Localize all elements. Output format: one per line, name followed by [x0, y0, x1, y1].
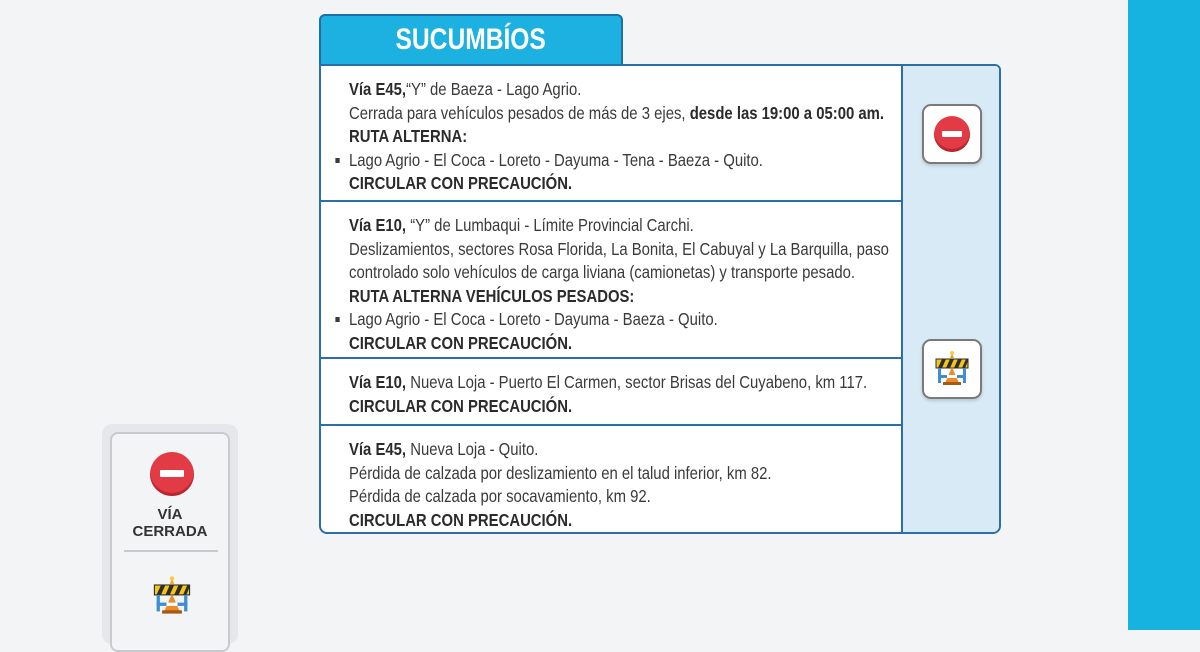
legend-closed-icon-wrap	[150, 452, 194, 496]
road-segment: Nueva Loja - Quito.	[410, 439, 539, 459]
road-status-table	[319, 64, 1001, 534]
table-row	[321, 66, 901, 202]
road-name: Vía E45,	[349, 439, 407, 459]
road-detail: Cerrada para vehículos pesados de más de 3 ejes,	[349, 102, 686, 123]
caution-text: CIRCULAR CON PRECAUCIÓN.	[349, 332, 573, 353]
status-icon-cell	[901, 66, 1001, 202]
road-name: Vía E10,	[349, 372, 407, 392]
roadwork-barrier-icon	[932, 349, 972, 389]
caution-text: CIRCULAR CON PRECAUCIÓN.	[349, 509, 573, 530]
road-segment: “Y” de Baeza - Lago Agrio.	[406, 79, 582, 99]
road-detail: Deslizamientos, sectores Rosa Florida, La Bonita, El Cabuyal y La Barquilla, paso	[349, 238, 889, 259]
legend-warn-icon-wrap	[150, 574, 194, 618]
row-text	[349, 214, 893, 356]
road-name: Vía E10,	[349, 215, 407, 235]
legend-closed-line2: CERRADA	[132, 523, 208, 540]
province-header	[319, 14, 623, 64]
road-detail-hours: desde las 19:00 a 05:00 am.	[689, 102, 885, 123]
caution-text: CIRCULAR CON PRECAUCIÓN.	[349, 395, 573, 416]
status-icon-box	[922, 339, 982, 399]
road-detail: controlado solo vehículos de carga liviana (camionetas) y transporte pesado.	[349, 262, 856, 283]
roadwork-barrier-icon	[150, 574, 194, 618]
row-text	[349, 78, 893, 196]
table-row	[321, 426, 901, 534]
legend-card	[110, 432, 230, 652]
road-detail: Pérdida de calzada por socavamiento, km 92.	[349, 486, 651, 507]
alt-route-item: Lago Agrio - El Coca - Loreto - Dayuma - Tena - Baeza - Quito.	[349, 149, 893, 173]
road-name: Vía E45,	[349, 79, 407, 99]
status-icon-cell	[901, 202, 1001, 534]
row-text	[349, 371, 893, 418]
legend-closed-label	[112, 506, 228, 540]
no-entry-icon	[934, 116, 970, 152]
alt-route-item: Lago Agrio - El Coca - Loreto - Dayuma - Baeza - Quito.	[349, 308, 893, 332]
legend-divider	[124, 550, 218, 552]
road-segment: “Y” de Lumbaqui - Límite Provincial Carchi.	[410, 215, 694, 235]
status-icon-box	[922, 104, 982, 164]
province-title: SUCUMBÍOS	[395, 23, 547, 56]
legend-closed-line1: VÍA	[157, 506, 183, 523]
legend-panel	[102, 424, 238, 644]
table-row	[321, 202, 901, 359]
caution-text: CIRCULAR CON PRECAUCIÓN.	[349, 173, 573, 194]
no-entry-icon	[150, 452, 194, 496]
table-row	[321, 359, 901, 426]
road-segment: Nueva Loja - Puerto El Carmen, sector Brisas del Cuyabeno, km 117.	[410, 372, 868, 392]
alt-route-title: RUTA ALTERNA:	[349, 126, 468, 147]
alt-route-title: RUTA ALTERNA VEHÍCULOS PESADOS:	[349, 285, 635, 306]
row-text	[349, 438, 893, 532]
road-detail: Pérdida de calzada por deslizamiento en el talud inferior, km 82.	[349, 462, 772, 483]
right-accent-bar	[1128, 0, 1200, 630]
